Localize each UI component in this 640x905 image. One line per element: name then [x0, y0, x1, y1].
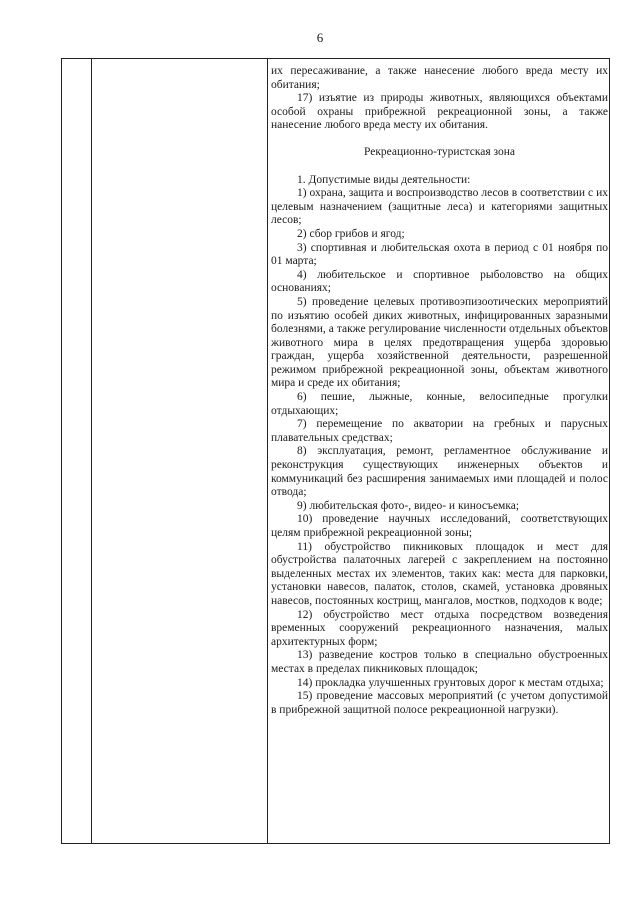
column-divider — [91, 59, 92, 843]
paragraph: 7) перемещение по акватории на гребных и парусных плавательных средствах; — [271, 418, 608, 444]
page-number: 6 — [316, 30, 324, 45]
paragraph: 6) пешие, лыжные, конные, велосипедные прогулки отдыхающих; — [271, 391, 608, 417]
paragraph: 12) обустройство мест отдыха посредством возведения временных сооружений рекреационного назначения, малых архитектурных форм; — [271, 608, 608, 648]
paragraph: 11) обустройство пикниковых площадок и мест для обустройства палаточных лагерей с закреплением на постоянно выделенных местах их элементов, таких как: места для парковки, установки навесов, палаток, столов, скамей, установка дровяных навесов, постоянных кострищ, мангалов, мостков, подходов к воде; — [271, 540, 608, 607]
paragraph: 13) разведение костров только в специально обустроенных местах в пределах пикниковых площадок; — [271, 649, 608, 675]
paragraph: 5) проведение целевых противоэпизоотических мероприятий по изъятию особей диких животных, инфицированных заразными болезнями, а также регулирование численности отдельных объектов животного мира в целях предотвращения ущерба здоровью граждан, ущерба хозяйственной деятельности, разрешенной режимом прибрежной рекреационной зоны, объектам животного мира и среде их обитания; — [271, 295, 608, 390]
document-table — [61, 58, 610, 844]
paragraph: 17) изъятие из природы животных, являющихся объектами особой охраны прибрежной рекреационной зоны, а также нанесение любого вреда месту их обитания. — [271, 92, 608, 132]
paragraph: 8) эксплуатация, ремонт, регламентное обслуживание и реконструкция существующих инженерных объектов и коммуникаций без расширения занимаемых ими площадей и полос отвода; — [271, 445, 608, 499]
section-heading: Рекреационно-туристская зона — [363, 145, 516, 158]
paragraph: их пересаживание, а также нанесение любого вреда месту их обитания; — [271, 65, 608, 91]
paragraph: 9) любительская фото-, видео- и киносъемка; — [297, 499, 520, 512]
paragraph: 15) проведение массовых мероприятий (с учетом допустимой в прибрежной защитной полосе рекреационной нагрузки). — [271, 690, 608, 716]
column-divider — [267, 59, 268, 843]
paragraph: 3) спортивная и любительская охота в период с 01 ноября по 01 марта; — [271, 241, 608, 268]
text-cell — [271, 65, 608, 717]
paragraph: 1. Допустимые виды деятельности: — [297, 173, 471, 186]
paragraph: 2) сбор грибов и ягод; — [297, 227, 405, 240]
paragraph: 1) охрана, защита и воспроизводство лесов в соответствии с их целевым назначением (защитные леса) и категориями защитных лесов; — [271, 187, 608, 227]
paragraph: 14) прокладка улучшенных грунтовых дорог к местам отдыха; — [297, 676, 604, 689]
paragraph: 4) любительское и спортивное рыболовство на общих основаниях; — [271, 268, 608, 295]
paragraph: 10) проведение научных исследований, соответствующих целям прибрежной рекреационной зоны; — [271, 513, 608, 539]
